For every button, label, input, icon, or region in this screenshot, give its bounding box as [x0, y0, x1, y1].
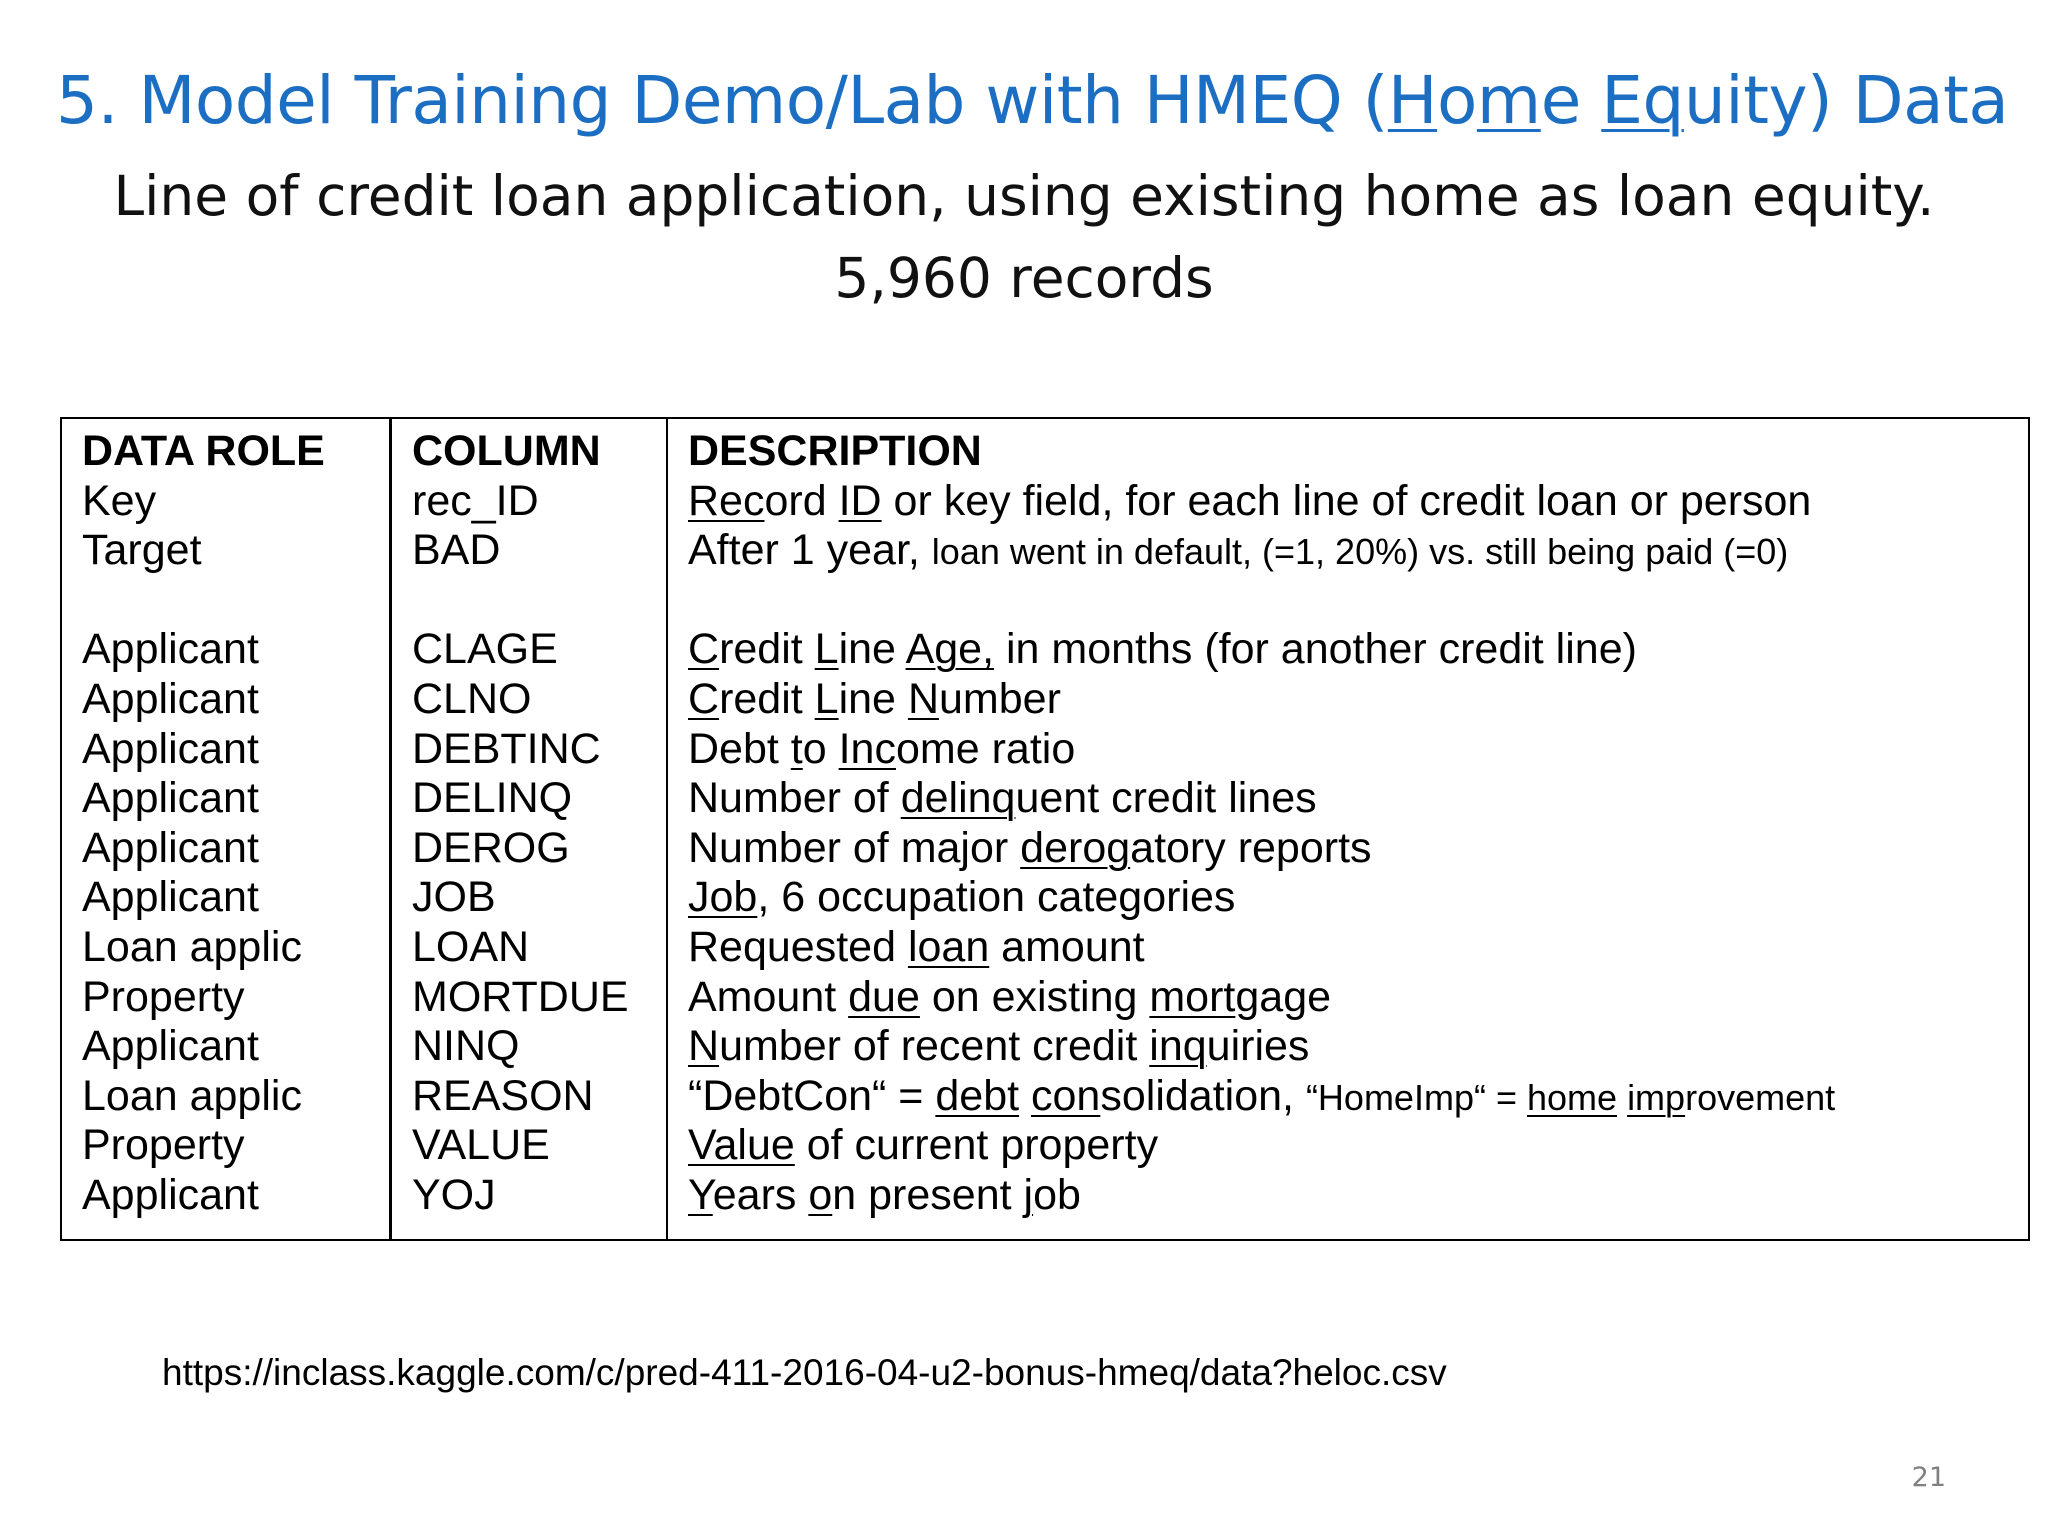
role-cell: Loan applic [82, 1071, 302, 1120]
description-bad: After 1 year, loan went in default, (=1, 20%) vs. still being paid (=0) [688, 526, 1789, 575]
column-cell: MORTDUE [412, 972, 629, 1021]
role-cell: Applicant [82, 1022, 259, 1071]
column-cell: CLNO [412, 674, 532, 723]
description-derog: Number of major derogatory reports [688, 823, 1372, 872]
description-clno: Credit Line Number [688, 674, 1061, 723]
description-ninq: Number of recent credit inquiries [688, 1022, 1310, 1071]
subtitle-description: Line of credit loan application, using existing home as loan equity. [113, 164, 1935, 228]
column-cell: rec_ID [412, 476, 539, 525]
header-data-role: DATA ROLE [82, 427, 325, 475]
role-cell: Property [82, 1121, 245, 1170]
column-name-column [392, 419, 668, 1239]
role-cell: Key [82, 476, 157, 525]
title-underline-eq: Eq [1601, 62, 1684, 139]
column-cell: DEBTINC [412, 724, 601, 773]
role-cell: Property [82, 972, 245, 1021]
description-debtinc: Debt to Income ratio [688, 724, 1076, 773]
description-column [668, 419, 2028, 1239]
column-cell: NINQ [412, 1022, 520, 1071]
role-cell: Applicant [82, 674, 259, 723]
description-loan: Requested loan amount [688, 922, 1145, 971]
description-delinq: Number of delinquent credit lines [688, 774, 1317, 823]
description-job: Job, 6 occupation categories [688, 873, 1236, 922]
role-cell: Applicant [82, 724, 259, 773]
column-cell: LOAN [412, 922, 530, 971]
column-cell: REASON [412, 1071, 594, 1120]
description-clage: Credit Line Age, in months (for another credit line) [688, 625, 1637, 674]
role-cell: Loan applic [82, 922, 302, 971]
column-cell: JOB [412, 873, 496, 922]
description-value: Value of current property [688, 1121, 1159, 1170]
role-cell: Applicant [82, 1170, 259, 1219]
description-rec-id: Record ID or key field, for each line of credit loan or person [688, 476, 1812, 525]
column-cell: DELINQ [412, 774, 573, 823]
header-column: COLUMN [412, 427, 601, 475]
title-underline-m: m [1476, 62, 1541, 139]
role-cell: Applicant [82, 823, 259, 872]
role-cell: Target [82, 526, 202, 575]
page-number: 21 [1911, 1462, 1946, 1493]
description-reason: “DebtCon“ = debt consolidation, “HomeImp“ = home improvement [688, 1071, 1836, 1120]
subtitle-record-count: 5,960 records [834, 246, 1214, 310]
role-cell: Applicant [82, 625, 259, 674]
source-url: https://inclass.kaggle.com/c/pred-411-2016-04-u2-bonus-hmeq/data?heloc.csv [162, 1352, 1447, 1393]
description-yoj: Years on present job [688, 1170, 1081, 1219]
role-cell: Applicant [82, 873, 259, 922]
column-cell: VALUE [412, 1121, 550, 1170]
column-cell: CLAGE [412, 625, 558, 674]
data-role-column [62, 419, 392, 1239]
column-cell: DEROG [412, 823, 570, 872]
data-dictionary-table [60, 417, 2030, 1241]
slide-title: 5. Model Training Demo/Lab with HMEQ (Home Equity) Data [56, 62, 2009, 139]
description-mortdue: Amount due on existing mortgage [688, 972, 1332, 1021]
column-cell: YOJ [412, 1170, 496, 1219]
column-cell: BAD [412, 526, 501, 575]
header-description: DESCRIPTION [688, 427, 982, 475]
role-cell: Applicant [82, 774, 259, 823]
title-underline-h: H [1387, 62, 1438, 139]
